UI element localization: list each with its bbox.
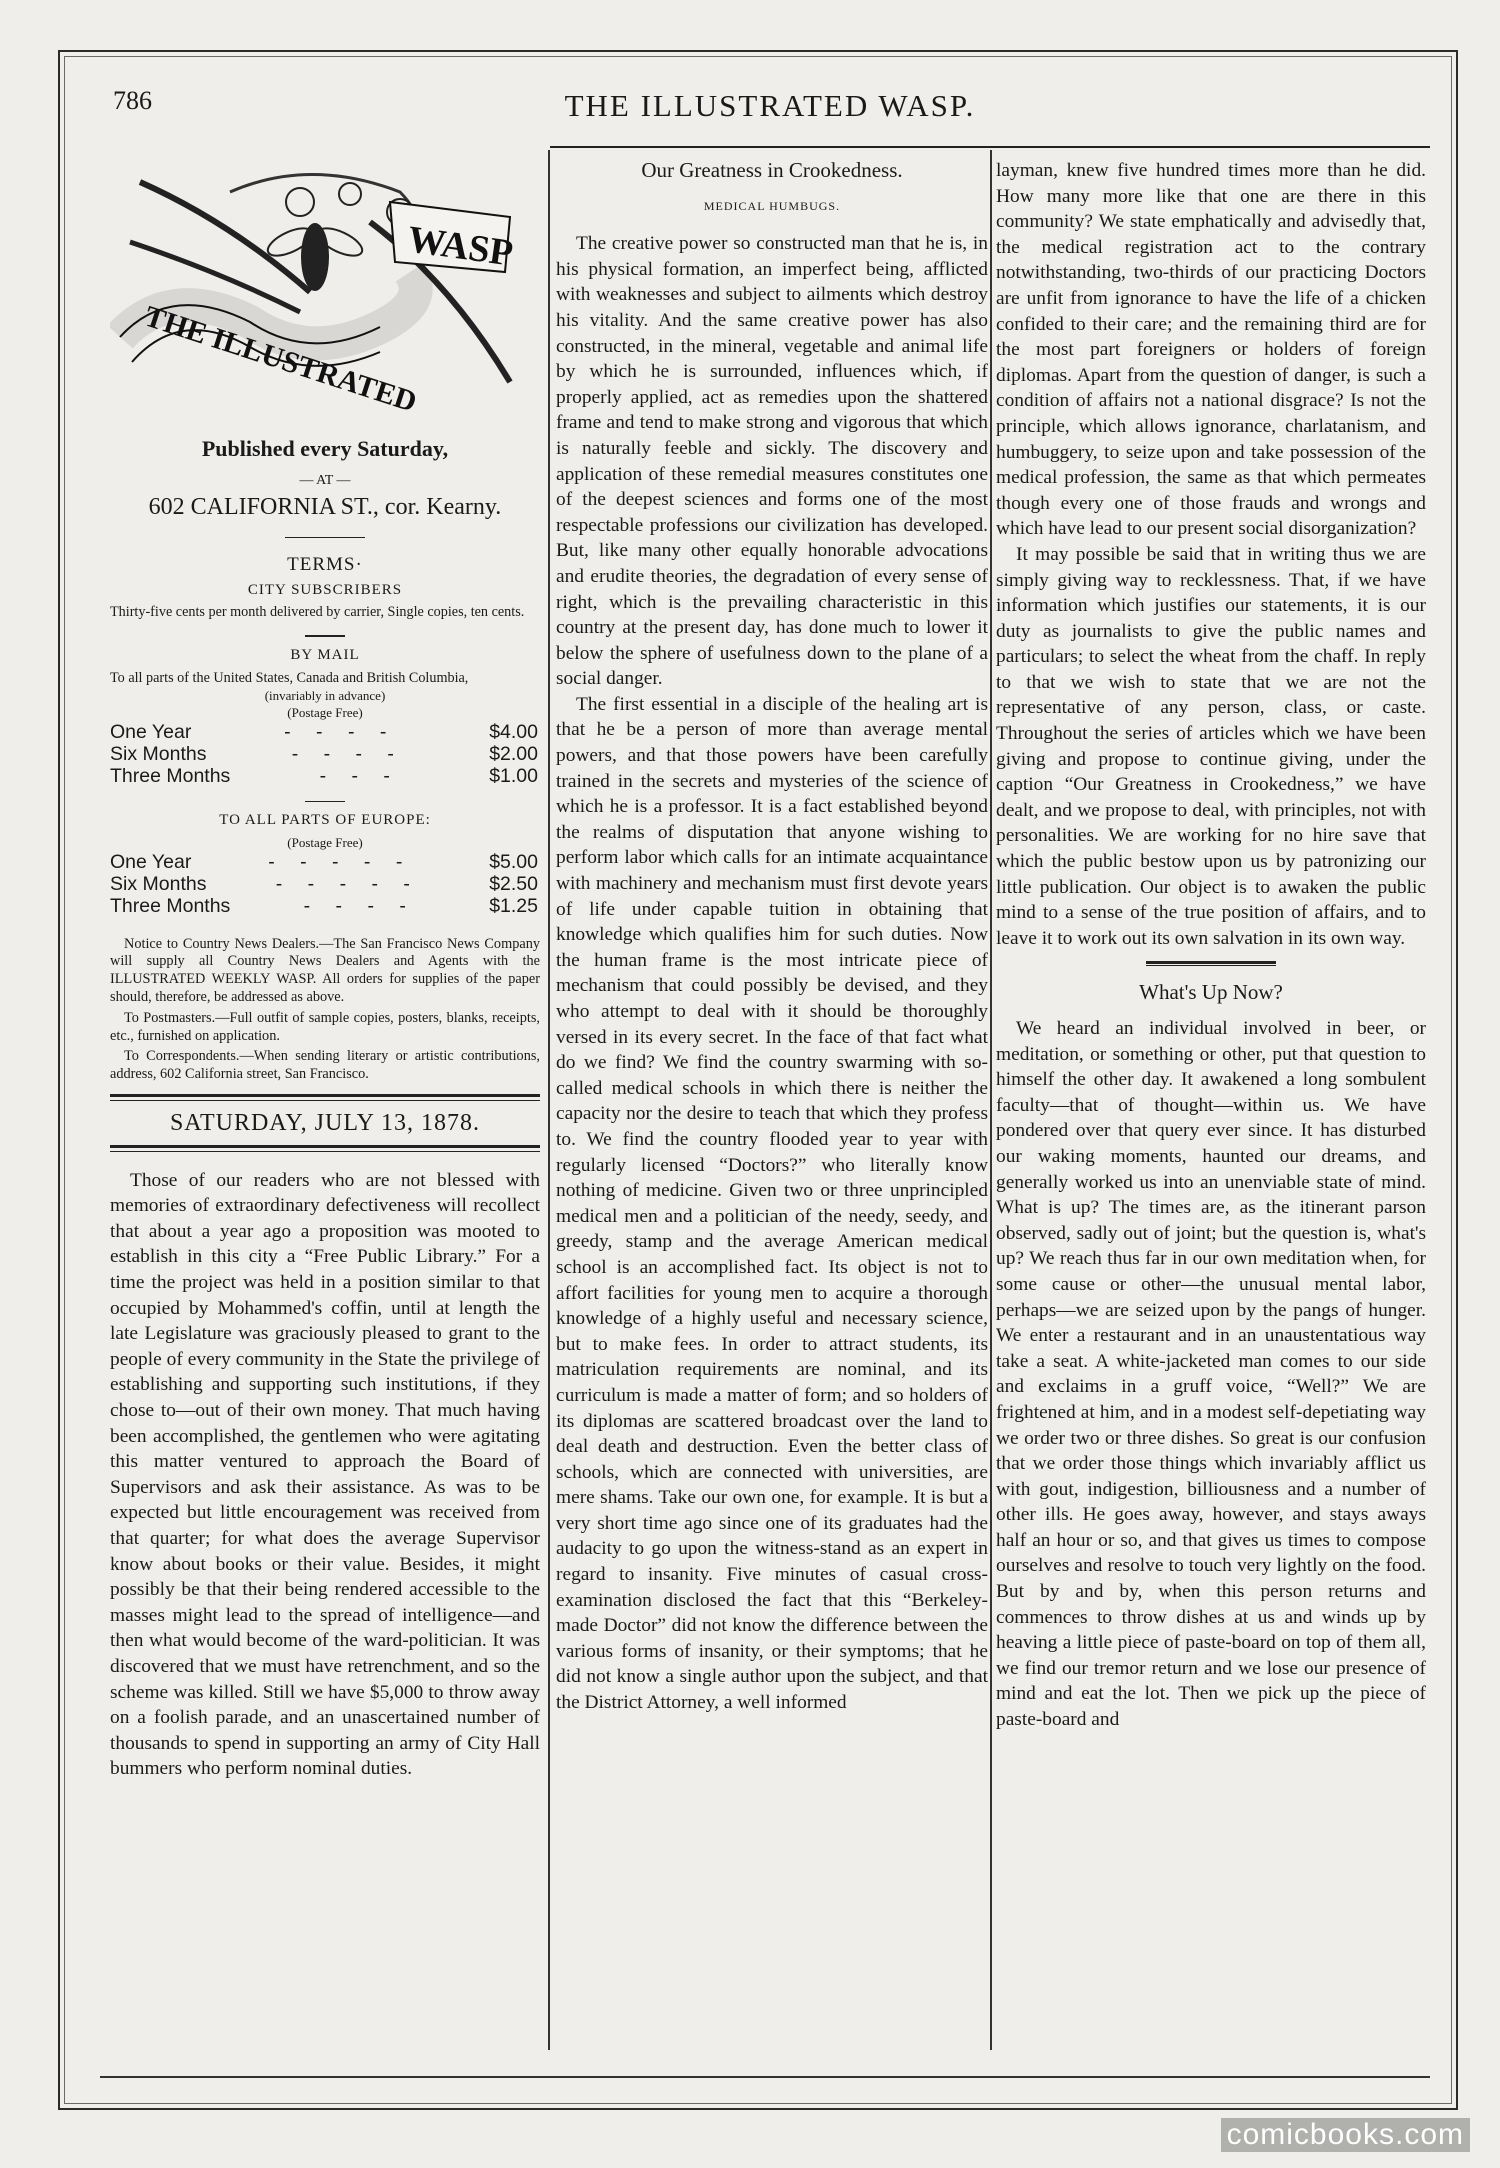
double-rule bbox=[110, 1094, 540, 1101]
left-column bbox=[110, 162, 540, 1782]
city-subscribers-heading: CITY SUBSCRIBERS bbox=[247, 581, 403, 598]
notice-postmasters: To Postmasters.—Full outfit of sample copies, posters, blanks, receipts, etc., furnished on application. bbox=[110, 1009, 540, 1044]
notice-correspondents: To Correspondents.—When sending literary or artistic contributions, address, 602 California street, San Francisco. bbox=[110, 1048, 540, 1083]
notice-news-dealers: Notice to Country News Dealers.—The San Francisco News Company will supply all Country News Dealers and Agents with the ILLUSTRATED WEEKLY WASP. All orders for supplies of the paper should, therefore, be addressed as above. bbox=[110, 935, 540, 1006]
divider bbox=[285, 537, 365, 539]
article-paragraph: We heard an individual involved in beer, or meditation, or something or other, put that question to himself the other day. It awakened a long sombulent faculty—that of thought—within us. We have pondered over that query ever since. It has disturbed our waking moments, haunted our dreams, and generally worked us into an unenviable state of mind. What is up? The times are, as the itinerant parson observed, sadly out of joint; but the question is, what's up? We reach thus far in our own meditation when, for some cause or other—the unusual mental labor, perhaps—we are seized upon by the pangs of hunger. We enter a restaurant and in an unaustentatious way take a seat. A white-jacketed man comes to our side and exclaims in a gruff voice, “Well?” We are frightened at him, and in a modest self-depetiating way we order two or three dishes. So great is our confusion that we order those things which invariably afflict us with gout, indigestion, billiousness and a number of other ills. He goes away, however, and stays aways half an hour or so, and that gives us times to compose ourselves and resolve to touch very lightly on the food. But by and by, when this person returns and commences to throw dishes at us and winds up by heaving a little piece of paste-board on top of them all, we find our tremor return and we lose our presence of mind and eat the lot. Then we pick up the piece of paste-board and bbox=[996, 1018, 1426, 1731]
by-mail-text: To all parts of the United States, Canada and British Columbia, bbox=[110, 669, 469, 686]
price-row: Three Months - - - $1.00 bbox=[110, 764, 538, 787]
postage-free-note: (Postage Free) bbox=[287, 834, 363, 850]
europe-heading: TO ALL PARTS OF EUROPE: bbox=[219, 812, 431, 829]
publication-schedule: Published every Saturday, bbox=[201, 436, 449, 461]
watermark: comicbooks.com bbox=[1221, 2118, 1470, 2152]
section-rule bbox=[1146, 961, 1276, 966]
logo-banner-text: THE ILLUSTRATED bbox=[140, 299, 421, 419]
double-rule bbox=[110, 1145, 540, 1152]
issue-date: SATURDAY, JULY 13, 1878. bbox=[169, 1110, 481, 1137]
divider bbox=[305, 635, 345, 637]
right-column bbox=[996, 158, 1426, 1733]
header-rule bbox=[550, 146, 1430, 148]
advance-note: (invariably in advance) bbox=[264, 687, 386, 703]
price-row: One Year - - - - $4.00 bbox=[110, 720, 538, 743]
office-address: 602 CALIFORNIA ST., cor. Kearny. bbox=[148, 494, 502, 521]
price-row: Six Months - - - - $2.00 bbox=[110, 742, 538, 765]
article-subtitle: MEDICAL HUMBUGS. bbox=[703, 198, 841, 213]
newspaper-title: THE ILLUSTRATED WASP. bbox=[564, 88, 976, 123]
editorial-text: Those of our readers who are not blessed with memories of extraordinary defectiveness will recollect that about a year ago a proposition was mooted to establish in this city a “Free Public Library.” For a time the project was held in a position similar to that occupied by Mohammed's coffin, until at length the late Legislature was graciously pleased to grant to the people of every community in the State the privilege of establishing and supporting such institutions, if they chose to—out of their own money. That much having been accomplished, the gentlemen who were agitating this matter ventured to approach the Board of Supervisors and ask their assistance. As was to be expected but little encouragement was received from that quarter; for what does the average Supervisor know about books or their value. Besides, it might possibly be that their being rendered accessible to the masses might lead to the spread of intelligence—and then what would become of the ward-politician. It was discovered that we must have retrenchment, and so the scheme was killed. Still we have $5,000 to throw away on a foolish parade, and an unascertained number of thousands to spend in supporting an army of City Hall bummers who perform nominal duties. bbox=[110, 1169, 540, 1780]
page-number: 786 bbox=[113, 86, 152, 115]
city-subscribers-text: Thirty-five cents per month delivered by carrier, Single copies, ten cents. bbox=[110, 604, 525, 621]
bottom-rule bbox=[100, 2076, 1430, 2078]
article-paragraph: The first essential in a disciple of the healing art is that he be a person of more than average mental powers, and that those powers have been carefully trained in the secrets and mysteries of the science of which he is a professor. It is a fact established beyond the realms of disputation that anyone wishing to perform labor which calls for an intimate acquaintance with machinery and mechanism must first devote years of life under capable tuition in obtaining that knowledge which qualifies him for such duties. Now the human frame is the most intricate piece of mechanism that could possibly be devised, and they who attempt to deal with it should be thoroughly versed in its every secret. In the face of that fact what do we find? We find the country swarming with so-called medical schools in which there is neither the capacity nor the desire to teach that which they profess to. We find the country flooded year to year with regularly licensed “Doctors?” who literally know nothing of medicine. Given two or three unprincipled medical men and a politician of the needy, seedy, and greedy, stamp and the average American medical school is an accomplished fact. Its object is not to affort facilities for young men to acquire a thorough knowledge of a highly useful and necessary science, but to make fees. In order to attract students, its matriculation requirements are nominal, and its curriculum is made a matter of form; and so holders of its diplomas are scattered broadcast over the land to deal death and destruction. Even the better class of schools, which are connected with universities, are mere shams. Take our own one, for example. It is but a very short time ago since one of its graduates had the audacity to go upon the witness-stand as an expert in regard to insanity. Five minutes of casual cross-examination disclosed the fact that this “Berkeley-made Doctor” did not know the difference between the various forms of insanity, or their symptoms; that he did not know a single author upon the subject, and that the District Attorney, a well informed bbox=[556, 693, 988, 1714]
column-divider-right bbox=[990, 150, 992, 2050]
at-label: — AT — bbox=[299, 472, 351, 488]
postage-free-note: (Postage Free) bbox=[287, 704, 363, 720]
middle-column bbox=[556, 158, 988, 1716]
article-title: Our Greatness in Crookedness. bbox=[641, 158, 903, 182]
masthead-logo bbox=[110, 162, 540, 432]
article-title: What's Up Now? bbox=[1139, 980, 1283, 1005]
article-paragraph: layman, knew five hundred times more than he did. How many more like that one are there in this community? We state emphatically and advisedly that, the medical registration act to the contrary notwithstanding, two-thirds of our practicing Doctors are unfit from ignorance to have the life of a chicken confided to their care; and the remaining third are for the most part foreigners or holders of foreign diplomas. Apart from the question of danger, is such a condition of affairs not a national disgrace? Is not the principle, which allows ignorance, charlatanism, and humbuggery, to seize upon and take possession of the medical profession, the same as that which permeates though every one of those frauds and wrongs and which have lead to our present social disorganization? bbox=[996, 160, 1426, 540]
column-divider-left bbox=[548, 150, 550, 2050]
page-header bbox=[105, 86, 1435, 128]
price-row: Three Months - - - - $1.25 bbox=[110, 894, 538, 917]
logo-wasp-text: WASP bbox=[405, 218, 516, 275]
price-row: One Year - - - - - $5.00 bbox=[110, 850, 538, 873]
article-paragraph: It may possible be said that in writing thus we are simply giving way to recklessness. That, if we have information which justifies our statements, it is our duty as journalists to give the public names and particulars; to select the wheat from the chaff. In reply to that we wish to state that we are not the representative of any person, class, or caste. Throughout the series of articles which we have been giving and propose to continue giving, under the caption “Our Greatness in Crookedness,” we have dealt, and we propose to deal, with principles, not with personalities. We are working for no hire save that which the public bestow upon us by patronizing our little publication. Our object is to awaken the public mind to a sense of the true position of affairs, and to leave it to work out its own salvation in its own way. bbox=[996, 543, 1426, 949]
domestic-price-table bbox=[110, 721, 540, 787]
divider bbox=[305, 801, 345, 803]
wasp-emblem-icon bbox=[110, 162, 540, 432]
europe-price-table bbox=[110, 851, 540, 917]
by-mail-heading: BY MAIL bbox=[290, 646, 360, 663]
article-paragraph: The creative power so constructed man that he is, in his physical formation, an imperfect being, afflicted with weaknesses and subject to ailments which destroy his vitality. And the same creative power has also constructed, in the mineral, vegetable and animal life by which he is surrounded, influences which, if properly applied, act as remedies upon the shattered frame and tend to make strong and vigorous that which is naturally feeble and sickly. The discovery and application of these remedial measures constitutes one of the deepest sciences and forms one of the most respectable professions our civilization has developed. But, like many other equally honorable advocations and erudite theories, the degradation of every sense of right, which is the prevailing characteristic in this country at the present day, has done much to lower it below the sphere of usefulness down to the plane of a social danger. bbox=[556, 233, 988, 690]
price-row: Six Months - - - - - $2.50 bbox=[110, 872, 538, 895]
terms-heading: TERMS· bbox=[287, 554, 363, 576]
